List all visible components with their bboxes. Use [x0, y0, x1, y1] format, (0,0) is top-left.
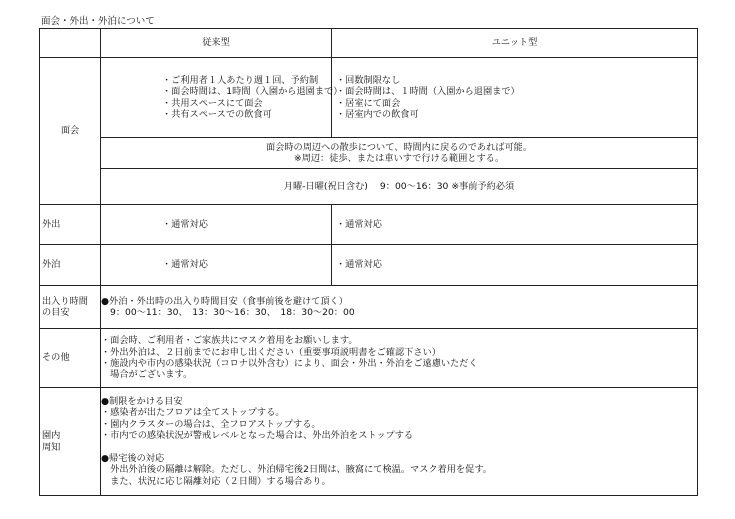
times-line-2: 9：00〜11：30、 13：30〜16：30、 18：30〜20：00 — [110, 307, 355, 318]
list-item: ・回数制限なし — [336, 74, 401, 86]
spacer — [101, 442, 697, 453]
walk-line-1: 面会時の周辺への散歩について、時間内に戻るのであれば可能。 — [265, 141, 533, 153]
return-heading: ●帰宅後の対応 — [101, 452, 165, 464]
list-item: ・ご利用者１人あたり週１回、予約制 — [162, 74, 319, 86]
other-cell — [101, 329, 698, 388]
page-title: 面会・外出・外泊について — [41, 16, 155, 27]
return-line: また、状況に応じ隔離対応（２日間）する場合あり。 — [101, 475, 331, 487]
outing-traditional: ・通常対応 — [101, 205, 332, 245]
other-line: ・施設内や市内の感染状況（コロナ以外含む）により、面会・外出・外泊をご遠慮いただく — [101, 358, 478, 369]
list-item: ・居室にて面会 — [336, 97, 401, 109]
visit-row — [40, 58, 698, 138]
visit-hours-row — [40, 169, 698, 205]
times-label-line-2: の目安 — [42, 307, 70, 318]
return-line: 外出外泊後の隔離は解除。ただし、外泊帰宅後2日間は、腋窩にて検温。マスク着用を促す。 — [101, 464, 492, 476]
header-traditional: 従来型 — [101, 29, 332, 58]
overnight-label: 外泊 — [40, 245, 101, 286]
times-row — [40, 286, 698, 329]
other-line: ・面会時、ご利用者・ご家族共にマスク着用をお願いします。 — [101, 335, 358, 347]
list-item: ・居室内での飲食可 — [336, 108, 419, 120]
visit-walk-cell — [101, 138, 698, 169]
notice-label-line-2: 周知 — [42, 441, 61, 453]
header-empty — [40, 29, 101, 58]
overnight-row — [40, 245, 698, 286]
outing-label: 外出 — [40, 205, 101, 245]
overnight-unit: ・通常対応 — [332, 245, 698, 286]
header-row — [40, 29, 698, 58]
notice-row — [40, 388, 698, 496]
notice-label — [40, 388, 101, 496]
visit-hours-cell: 月曜-日曜(祝日含む) 9：00〜16：30 ※事前予約必須 — [101, 169, 698, 205]
notice-cell — [101, 388, 698, 496]
list-item: ・面会時間は、1時間（入園から退園まで） — [162, 86, 343, 98]
times-line-1: ●外泊・外出時の出入り時間目安（食事前後を避けて頂く） — [101, 295, 348, 307]
other-label: その他 — [40, 329, 101, 388]
times-cell — [101, 286, 698, 329]
restrict-line: ・感染者が出たフロアは全てストップする。 — [101, 407, 285, 419]
visit-unit-cell — [332, 58, 698, 138]
outing-row — [40, 205, 698, 245]
policy-table — [39, 28, 698, 496]
visit-walk-row — [40, 138, 698, 169]
times-label — [40, 286, 101, 329]
header-unit: ユニット型 — [332, 29, 698, 58]
other-line: 場合がございます。 — [101, 369, 193, 381]
list-item: ・共用スペースにて面会 — [162, 97, 263, 109]
outing-unit: ・通常対応 — [332, 205, 698, 245]
list-item: ・共有スペースでの飲食可 — [162, 108, 272, 120]
other-row — [40, 329, 698, 388]
restrict-heading: ●制限をかける目安 — [101, 396, 183, 408]
walk-line-2: ※周辺：徒歩、または車いすで行ける範囲とする。 — [293, 153, 505, 164]
restrict-line: ・市内での感染状況が警戒レベルとなった場合は、外出外泊をストップする — [101, 430, 414, 442]
restrict-line: ・園内クラスターの場合は、全フロアストップする。 — [101, 418, 321, 430]
visit-traditional-cell — [101, 58, 343, 138]
other-line: ・外出外泊は、２日前までにお申し出ください（重要事項説明書をご確認下さい） — [101, 346, 441, 358]
notice-label-line-1: 園内 — [42, 430, 61, 442]
list-item: ・面会時間は、１時間（入園から退園まで） — [336, 86, 520, 98]
times-label-line-1: 出入り時間 — [42, 295, 88, 307]
visit-label: 面会 — [40, 58, 101, 205]
overnight-traditional: ・通常対応 — [101, 245, 332, 286]
